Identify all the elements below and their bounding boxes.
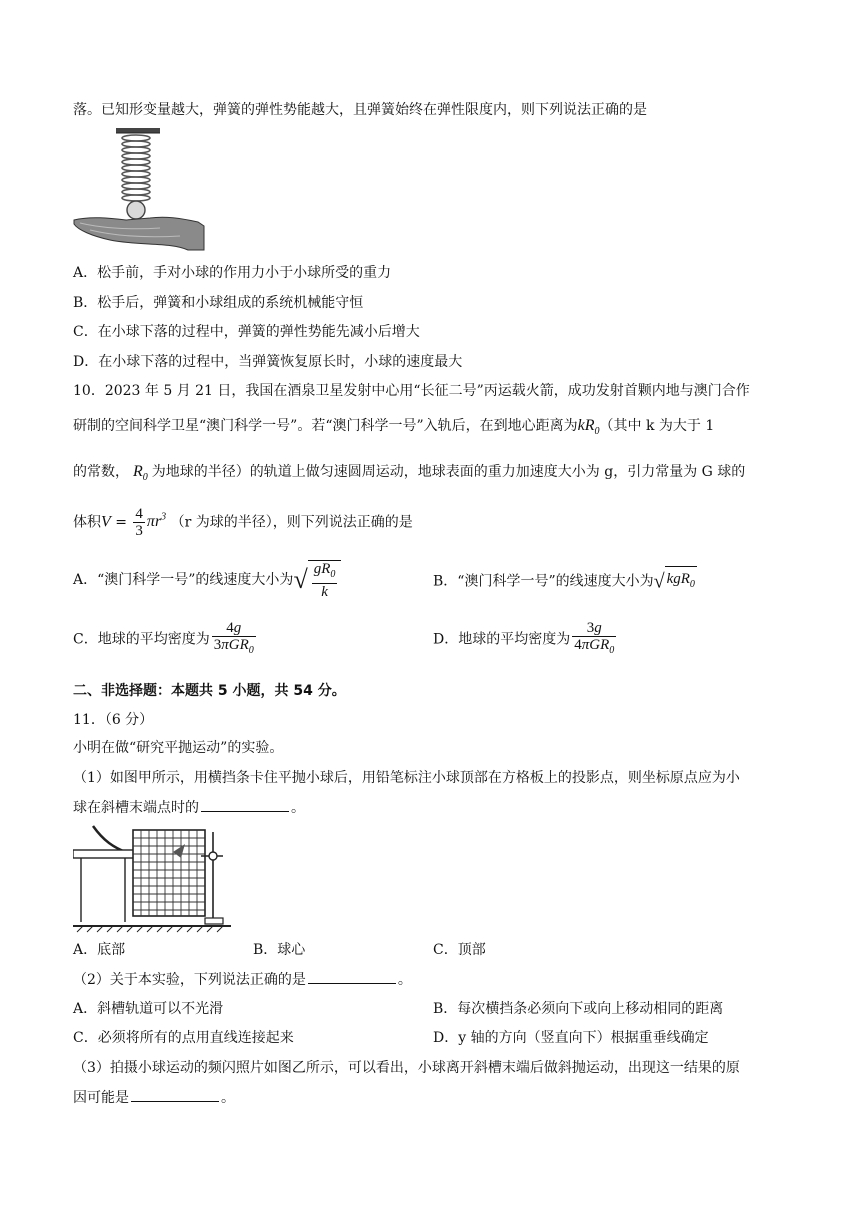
q11-p1-option-c: C．顶部 <box>433 942 486 958</box>
sqrt-gr0-over-k: √ $\frac{gR_0}{k}$ <box>293 560 341 600</box>
spring-hand-figure <box>70 126 210 252</box>
q10-option-d-text: D．地球的平均密度为 <box>433 631 571 648</box>
q10-line-2a: 研制的空间科学卫星“澳门科学一号”。若“澳门科学一号”入轨后，在到地心距离为 <box>73 418 578 434</box>
q11-part3-line-1: （3）拍摄小球运动的频闪照片如图乙所示，可以看出，小球离开斜槽末端后做斜抛运动，出现这一结果的原 <box>73 1060 740 1076</box>
q11-part2-end: 。 <box>397 972 412 988</box>
q9-option-d: D．在小球下落的过程中，当弹簧恢复原长时，小球的速度最大 <box>73 354 463 370</box>
answer-blank-2[interactable] <box>308 969 396 984</box>
q11-p2-option-d: D．y 轴的方向（竖直向下）根据重垂线确定 <box>433 1030 709 1046</box>
q10-option-b-text: B．“澳门科学一号”的线速度大小为 <box>433 573 654 590</box>
q10-option-a-text: A．“澳门科学一号”的线速度大小为 <box>73 572 294 588</box>
q10-line-4: 体积V = $\frac{4}{3}$ $\pi r^3$ （r 为球的半径），则下列说法正确的是 <box>73 505 413 539</box>
density-fraction-d: $\frac{3g}{4\pi GR_0}$ <box>574 620 615 656</box>
q10-option-c <box>73 620 258 659</box>
projectile-apparatus-figure <box>73 822 233 934</box>
q11-part1-line-2 <box>73 797 305 818</box>
q11-part1-end: 。 <box>291 800 305 816</box>
q11-part2-text: （2）关于本实验，下列说法正确的是 <box>73 972 306 988</box>
q10-line-2 <box>73 416 714 442</box>
q10-line-1: 10．2023 年 5 月 21 日，我国在酒泉卫星发射中心用“长征二号”丙运载火箭，成功发射首颗内地与澳门合作 <box>73 383 750 399</box>
q11-part1-text: 球在斜槽末端点时的 <box>73 800 199 816</box>
density-fraction-c: $\frac{4g}{3\pi GR_0}$ <box>213 620 254 656</box>
q11-p2-option-b: B．每次横挡条必须向下或向上移动相同的距离 <box>433 1001 724 1017</box>
q10-line-4a: 体积 <box>73 514 101 531</box>
sqrt-kgr0: √ kgR$_0$ <box>654 566 697 597</box>
q11-part1-line-1: （1）如图甲所示，用横挡条卡住平抛小球后，用铅笔标注小球顶部在方格板上的投影点，则坐标原点应为小 <box>73 770 740 786</box>
q10-line-4b: （r 为球的半径），则下列说法正确的是 <box>170 514 413 531</box>
q11-p2-option-c: C．必须将所有的点用直线连接起来 <box>73 1030 294 1046</box>
q10-option-d <box>433 620 618 659</box>
q11-part3-text: 因可能是 <box>73 1090 129 1106</box>
q11-p2-option-a: A．斜槽轨道可以不光滑 <box>73 1001 224 1017</box>
four-thirds-fraction: $\frac{4}{3}$ <box>135 505 143 539</box>
q11-p1-option-b: B．球心 <box>253 942 306 958</box>
q10-line-3a: 的常数， <box>73 464 129 480</box>
answer-blank-3[interactable] <box>131 1087 219 1102</box>
q11-header: 11．（6 分） <box>73 712 154 728</box>
q10-option-b <box>433 566 697 597</box>
q10-option-a <box>73 560 341 600</box>
q9-option-a: A．松手前，手对小球的作用力小于小球所受的重力 <box>73 265 392 281</box>
q11-part3-line-2 <box>73 1087 235 1108</box>
q10-line-3b: 为地球的半径）的轨道上做匀速圆周运动，地球表面的重力加速度大小为 g，引力常量为 G 球的 <box>151 464 746 480</box>
q9-stem: 落。已知形变量越大，弹簧的弹性势能越大，且弹簧始终在弹性限度内，则下列说法正确的是 <box>73 102 647 118</box>
q9-option-b: B．松手后，弹簧和小球组成的系统机械能守恒 <box>73 295 364 311</box>
q11-part2 <box>73 969 412 990</box>
q10-line-3 <box>73 462 745 488</box>
answer-blank-1[interactable] <box>201 797 289 812</box>
q10-option-c-text: C．地球的平均密度为 <box>73 631 210 648</box>
r0-symbol: $R_0$ <box>129 463 148 484</box>
section-title: 二、非选择题：本题共 5 小题，共 54 分。 <box>73 683 346 699</box>
q11-part3-end: 。 <box>221 1090 235 1106</box>
q9-option-c: C．在小球下落的过程中，弹簧的弹性势能先减小后增大 <box>73 324 420 340</box>
q10-line-2b: （其中 k 为大于 1 <box>599 418 715 434</box>
volume-formula: V <box>101 513 111 531</box>
q11-p1-option-a: A．底部 <box>73 942 126 958</box>
q11-intro: 小明在做“研究平抛运动”的实验。 <box>73 740 284 756</box>
kr0-formula: $kR_0$ <box>577 417 600 438</box>
